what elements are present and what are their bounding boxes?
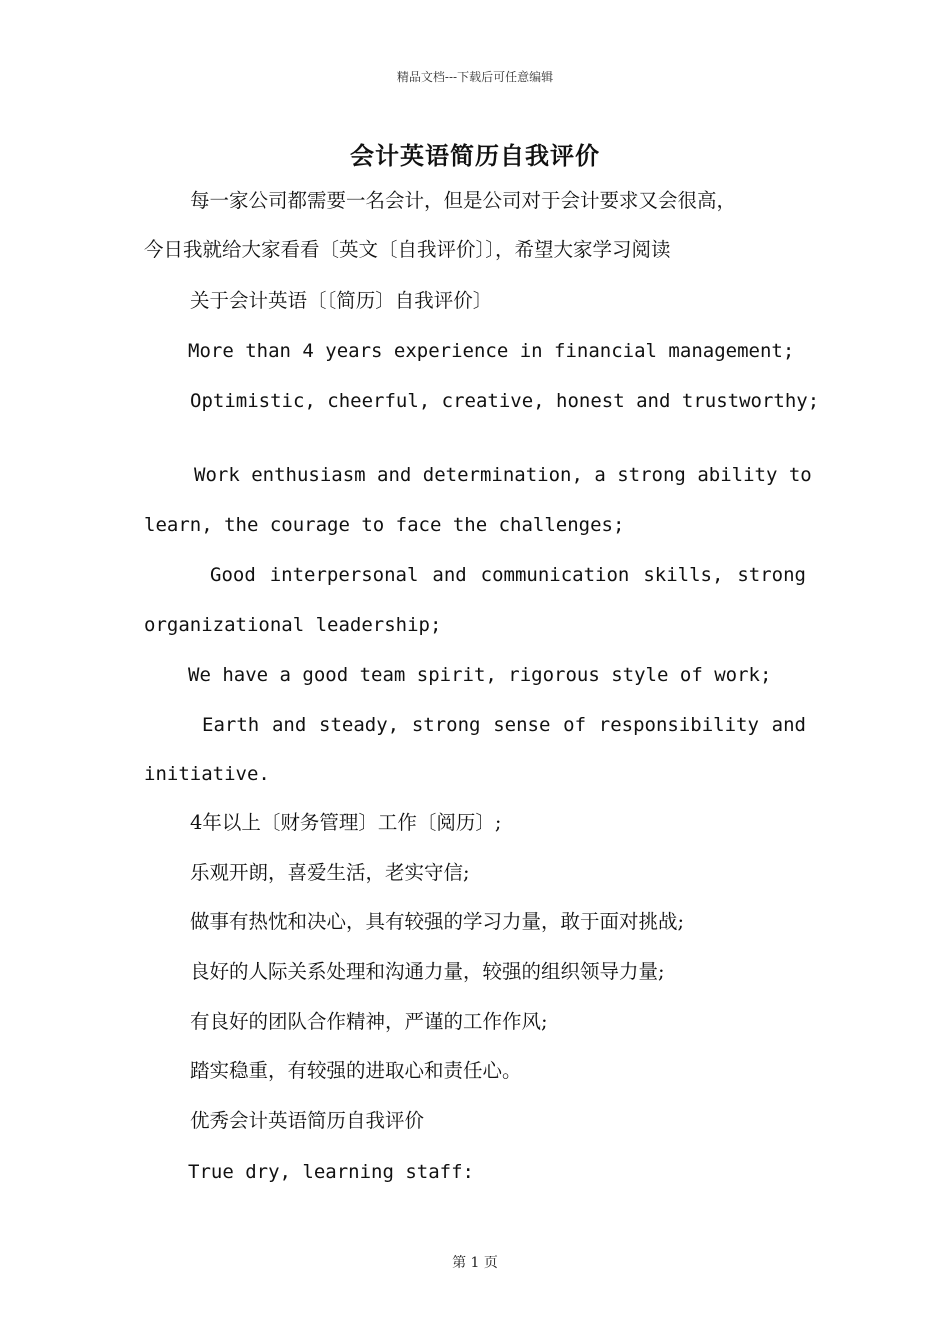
section-heading-excellent: 优秀会计英语简历自我评价 — [190, 1109, 425, 1132]
english-item-4-line-2: organizational leadership; — [144, 614, 442, 636]
chinese-item-1: 4年以上〔财务管理〕工作〔阅历〕; — [190, 811, 502, 834]
english-item-4-line-1: Good interpersonal and communication skills, strong — [210, 564, 806, 586]
chinese-item-2: 乐观开朗，喜爱生活，老实守信; — [190, 861, 470, 884]
intro-line-1: 每一家公司都需要一名会计，但是公司对于会计要求又会很高， — [190, 189, 737, 212]
english-item-3-line-1: Work enthusiasm and determination, a strong ability to — [194, 464, 812, 486]
chinese-item-4: 良好的人际关系处理和沟通力量，较强的组织领导力量; — [190, 960, 665, 983]
document-title: 会计英语简历自我评价 — [350, 141, 600, 170]
chinese-item-3: 做事有热忱和决心，具有较强的学习力量，敢于面对挑战; — [190, 910, 685, 933]
english-item-1: More than 4 years experience in financial management; — [188, 340, 795, 362]
english-item-true-dry: True dry, learning staff: — [188, 1161, 474, 1183]
chinese-item-5: 有良好的团队合作精神，严谨的工作作风; — [190, 1010, 548, 1033]
english-item-2: Optimistic, cheerful, creative, honest and trustworthy; — [190, 390, 820, 412]
page-number: 第 1 页 — [452, 1255, 498, 1271]
english-item-6-line-2: initiative. — [144, 763, 270, 785]
intro-line-2: 今日我就给大家看看〔英文〔自我评价〕〕，希望大家学习阅读 — [144, 238, 671, 261]
english-item-5: We have a good team spirit, rigorous style of work; — [188, 664, 772, 686]
chinese-item-6: 踏实稳重，有较强的进取心和责任心。 — [190, 1059, 522, 1082]
english-item-6-line-1: Earth and steady, strong sense of responsibility and — [202, 714, 806, 736]
english-item-3-line-2: learn, the courage to face the challenges; — [144, 514, 625, 536]
page-header: 精品文档---下载后可任意编辑 — [396, 70, 554, 84]
section-heading-about: 关于会计英语〔〔简历〕自我评价〕 — [190, 289, 493, 312]
